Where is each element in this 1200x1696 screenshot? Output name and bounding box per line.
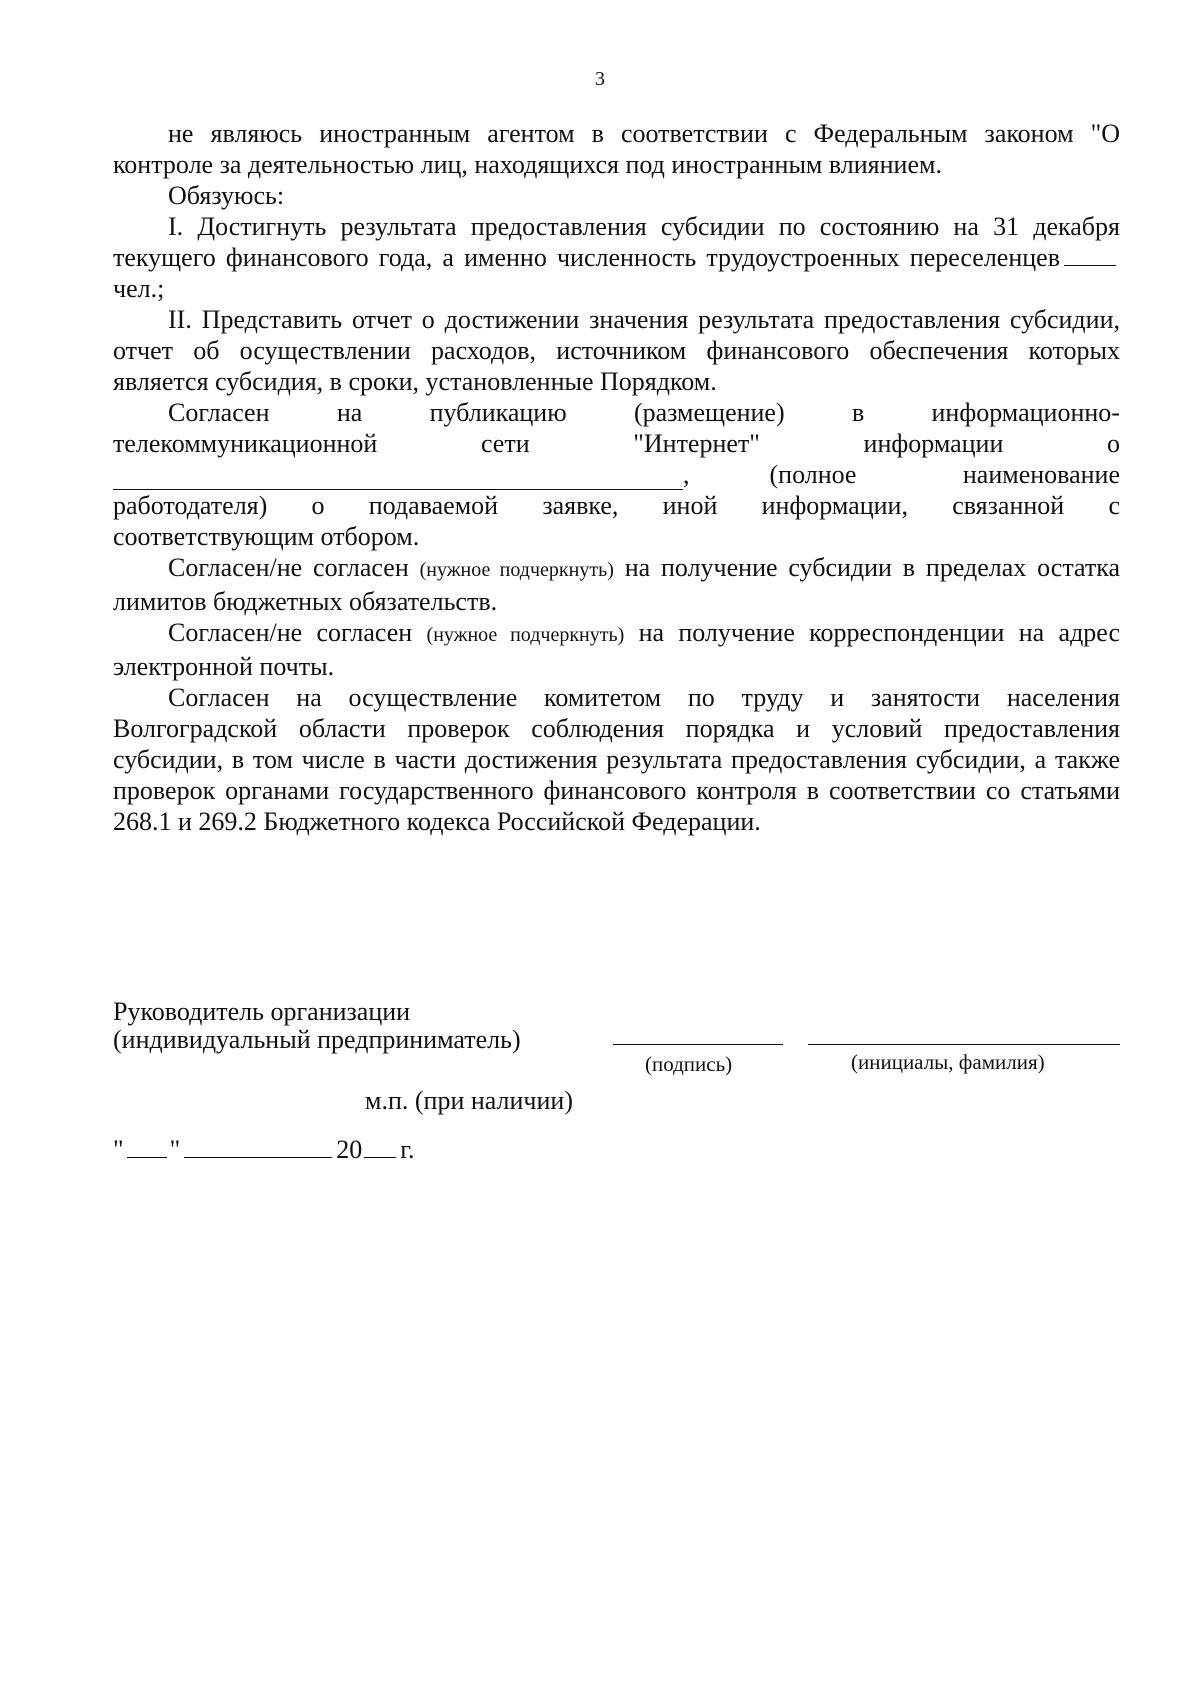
consent-word: связанной <box>952 491 1065 520</box>
employee-count-blank <box>1064 243 1116 266</box>
consent-word: наименование <box>962 460 1120 489</box>
month-blank <box>184 1137 332 1158</box>
budget-consent-note: (нужное подчеркнуть) <box>419 559 614 581</box>
consent-line-1 <box>113 397 1120 428</box>
signature-line <box>613 1044 783 1045</box>
consent-word: о <box>311 491 325 520</box>
consent-word: работодателя) <box>113 491 268 520</box>
year-suffix: г. <box>400 1135 415 1164</box>
publication-consent <box>113 397 1120 552</box>
document-body <box>113 118 1120 837</box>
consent-word: с <box>1108 491 1120 520</box>
consent-word: "Интернет" <box>633 429 760 458</box>
mail-consent-paragraph <box>113 617 1120 682</box>
year-prefix: 20 <box>336 1135 363 1164</box>
consent-word: подаваемой <box>368 491 499 520</box>
consent-word: на <box>336 398 363 427</box>
consent-word: заявке, <box>542 491 619 520</box>
consent-word: информационно- <box>931 398 1120 427</box>
consent-line-2 <box>113 428 1120 459</box>
signer-title <box>113 998 521 1054</box>
consent-word: сети <box>480 429 530 458</box>
budget-consent-paragraph <box>113 552 1120 617</box>
foreign-agent-paragraph: не являюсь иностранным агентом в соответствии с Федеральным законом "О контроле за деятельностью лиц, находящихся под иностранным влиянием. <box>113 119 1120 179</box>
date-quote-close: " <box>169 1135 181 1164</box>
consent-line-5: соответствующим отбором. <box>113 522 420 551</box>
date-quote-open: " <box>113 1135 124 1164</box>
consent-line-4 <box>113 490 1120 521</box>
signer-title-line-2: (индивидуальный предприниматель) <box>113 1025 521 1054</box>
inspection-consent-paragraph: Согласен на осуществление комитетом по труду и занятости населения Волгоградской области проверок соблюдения порядка и условий предоставления субсидии, в том числе в части достижения результата предоставления субсидии, а также проверок органами государственного финансового контроля в соответствии со статьями 268.1 и 269.2 Бюджетного кодекса Российской Федерации. <box>113 683 1120 836</box>
consent-word: (размещение) <box>633 398 785 427</box>
consent-word: о <box>1107 429 1120 458</box>
obligation-item-1-unit: чел.; <box>113 274 165 303</box>
consent-word: (полное <box>769 460 857 489</box>
consent-word: информации <box>863 429 1004 458</box>
mail-consent-start: Согласен/не согласен <box>168 618 413 647</box>
name-caption: (инициалы, фамилия) <box>851 1050 1045 1074</box>
page-number: 3 <box>595 68 605 90</box>
budget-consent-end: на получение субсидии в пределах остатка лимитов бюджетных обязательств. <box>113 553 1121 616</box>
obligation-heading: Обязуюсь: <box>168 181 285 210</box>
name-line <box>808 1044 1120 1045</box>
consent-word: в <box>851 398 865 427</box>
consent-comma: , <box>683 460 690 489</box>
signature-caption: (подпись) <box>645 1052 733 1076</box>
consent-word: публикацию <box>429 398 567 427</box>
obligation-item-1-text: I. Достигнуть результата предоставления субсидии по состоянию на 31 декабря текущего финансового года, а именно численность трудоустроенных переселенцев <box>113 212 1120 272</box>
date-line <box>113 1135 414 1165</box>
year-blank <box>364 1137 396 1158</box>
day-blank <box>127 1137 167 1158</box>
consent-word: Согласен <box>168 398 270 427</box>
mail-consent-end: на получение корреспонденции на адрес электронной почты. <box>113 618 1121 681</box>
obligation-item-1 <box>113 211 1120 304</box>
signer-title-line-1: Руководитель организации <box>113 997 411 1026</box>
consent-line-3 <box>113 459 1120 490</box>
stamp-place-label: м.п. (при наличии) <box>365 1086 573 1115</box>
obligation-item-2: II. Представить отчет о достижении значения результата предоставления субсидии, отчет об осуществлении расходов, источником финансового обеспечения которых является субсидия, в сроки, установленные Порядком. <box>113 305 1120 396</box>
budget-consent-start: Согласен/не согласен <box>168 553 409 582</box>
mail-consent-note: (нужное подчеркнуть) <box>426 624 625 646</box>
consent-word: информации, <box>761 491 908 520</box>
employer-name-blank <box>113 467 683 490</box>
consent-word: телекоммуникационной <box>113 429 378 458</box>
consent-word: иной <box>662 491 718 520</box>
